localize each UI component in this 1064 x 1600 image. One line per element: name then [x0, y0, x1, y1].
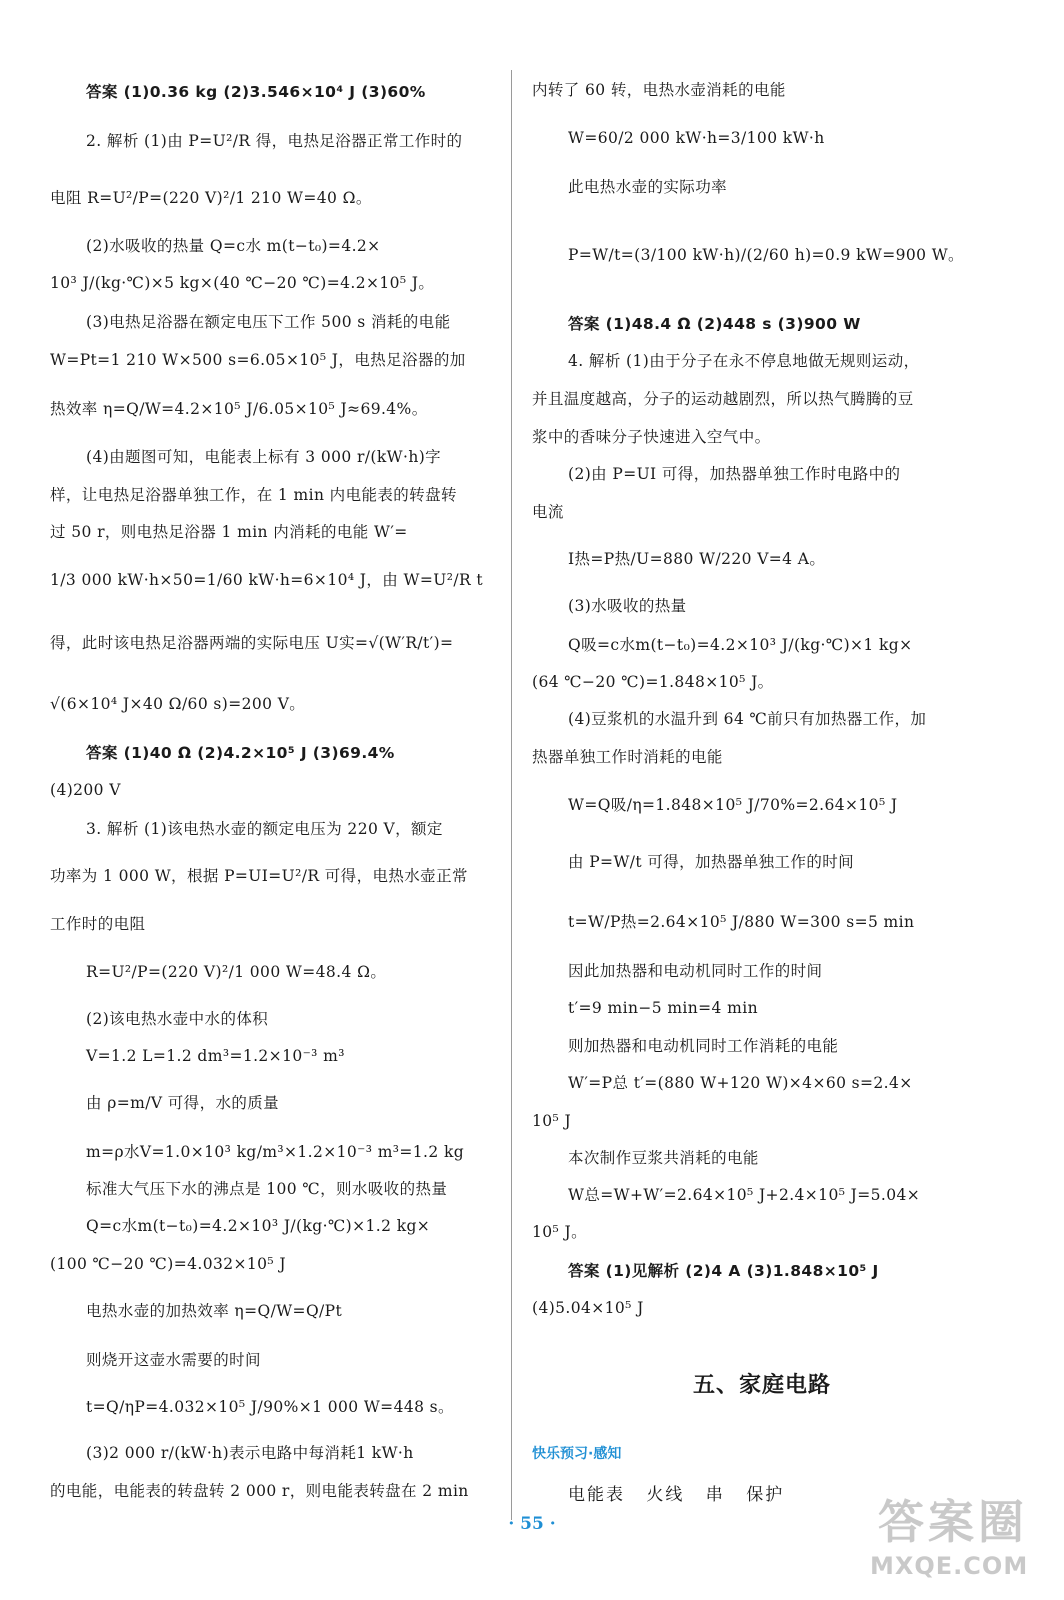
- watermark-logo: [860, 1480, 1050, 1590]
- text-line: 热器单独工作时消耗的电能: [532, 748, 723, 766]
- text-line: 因此加热器和电动机同时工作的时间: [568, 962, 823, 980]
- text-line: 浆中的香味分子快速进入空气中。: [532, 428, 771, 446]
- text-line: 得，此时该电热足浴器两端的实际电压 U实=√(W′R/t′)=: [50, 634, 454, 652]
- text-line: W=Q吸/η=1.848×10⁵ J/70%=2.64×10⁵ J: [568, 796, 898, 814]
- text-line: 工作时的电阻: [50, 915, 146, 933]
- text-line: 功率为 1 000 W，根据 P=UI=U²/R 可得，电热水壶正常: [50, 867, 468, 885]
- answer-line: 答案 (1)0.36 kg (2)3.546×10⁴ J (3)60%: [86, 83, 426, 101]
- answer-line: 答案 (1)见解析 (2)4 A (3)1.848×10⁵ J: [568, 1262, 879, 1280]
- text-line: 由 ρ=m/V 可得，水的质量: [86, 1094, 280, 1112]
- text-line: 热效率 η=Q/W=4.2×10⁵ J/6.05×10⁵ J≈69.4%。: [50, 400, 428, 418]
- text-line: P=W/t=(3/100 kW·h)/(2/60 h)=0.9 kW=900 W。: [568, 246, 964, 264]
- text-line: (2)水吸收的热量 Q=c水 m(t−t₀)=4.2×: [86, 237, 381, 255]
- text-line: (4)5.04×10⁵ J: [532, 1299, 644, 1317]
- text-line: 内转了 60 转，电热水壶消耗的电能: [532, 81, 786, 99]
- text-line: W=60/2 000 kW·h=3/100 kW·h: [568, 129, 825, 147]
- text-line: Q吸=c水m(t−t₀)=4.2×10³ J/(kg·℃)×1 kg×: [568, 636, 913, 654]
- text-line: (3)电热足浴器在额定电压下工作 500 s 消耗的电能: [86, 313, 451, 331]
- text-line: 4. 解析 (1)由于分子在永不停息地做无规则运动，: [568, 352, 920, 370]
- text-line: 样，让电热足浴器单独工作，在 1 min 内电能表的转盘转: [50, 486, 457, 504]
- text-line: 10⁵ J: [532, 1112, 572, 1130]
- text-line: 2. 解析 (1)由 P=U²/R 得，电热足浴器正常工作时的: [86, 132, 463, 150]
- text-line: 本次制作豆浆共消耗的电能: [568, 1149, 759, 1167]
- text-line: 由 P=W/t 可得，加热器单独工作的时间: [568, 853, 855, 871]
- text-line: 过 50 r，则电热足浴器 1 min 内消耗的电能 W′=: [50, 523, 408, 541]
- watermark-url: MXQE.COM: [870, 1552, 1029, 1580]
- text-line: 并且温度越高，分子的运动越剧烈，所以热气腾腾的豆: [532, 390, 914, 408]
- text-line: (4)200 V: [50, 781, 121, 799]
- text-line: (2)由 P=UI 可得，加热器单独工作时电路中的: [568, 465, 901, 483]
- answer-line: 答案 (1)48.4 Ω (2)448 s (3)900 W: [568, 315, 861, 333]
- text-line: W总=W+W′=2.64×10⁵ J+2.4×10⁵ J=5.04×: [568, 1186, 921, 1204]
- text-line: 电流: [532, 503, 564, 521]
- text-line: 标准大气压下水的沸点是 100 ℃，则水吸收的热量: [86, 1180, 448, 1198]
- text-line: 10³ J/(kg·℃)×5 kg×(40 ℃−20 ℃)=4.2×10⁵ J。: [50, 274, 435, 292]
- text-line: t=Q/ηP=4.032×10⁵ J/90%×1 000 W=448 s。: [86, 1398, 454, 1416]
- text-line: (4)豆浆机的水温升到 64 ℃前只有加热器工作，加: [568, 710, 927, 728]
- text-line: (3)水吸收的热量: [568, 597, 687, 615]
- text-line: 则加热器和电动机同时工作消耗的电能: [568, 1037, 839, 1055]
- text-line: 电热水壶的加热效率 η=Q/W=Q/Pt: [86, 1302, 343, 1320]
- preview-tag: 快乐预习·感知: [532, 1446, 622, 1462]
- text-line: 的电能，电能表的转盘转 2 000 r，则电能表转盘在 2 min: [50, 1482, 469, 1500]
- text-line: 此电热水壶的实际功率: [568, 178, 728, 196]
- text-line: V=1.2 L=1.2 dm³=1.2×10⁻³ m³: [86, 1047, 345, 1065]
- text-line: W′=P总 t′=(880 W+120 W)×4×60 s=2.4×: [568, 1074, 913, 1092]
- text-line: (100 ℃−20 ℃)=4.032×10⁵ J: [50, 1255, 286, 1273]
- answer-line: 答案 (1)40 Ω (2)4.2×10⁵ J (3)69.4%: [86, 744, 395, 762]
- text-line: (3)2 000 r/(kW·h)表示电路中每消耗1 kW·h: [86, 1444, 414, 1462]
- text-line: (4)由题图可知，电能表上标有 3 000 r/(kW·h)字: [86, 448, 442, 466]
- text-line: m=ρ水V=1.0×10³ kg/m³×1.2×10⁻³ m³=1.2 kg: [86, 1143, 465, 1161]
- text-line: 则烧开这壶水需要的时间: [86, 1351, 261, 1369]
- section-title: 五、家庭电路: [692, 1373, 831, 1398]
- text-line: 3. 解析 (1)该电热水壶的额定电压为 220 V，额定: [86, 820, 443, 838]
- text-line: 10⁵ J。: [532, 1223, 587, 1241]
- text-line: (2)该电热水壶中水的体积: [86, 1010, 269, 1028]
- text-line: t′=9 min−5 min=4 min: [568, 999, 758, 1017]
- watermark-text: 答案圈: [878, 1495, 1028, 1549]
- text-line: R=U²/P=(220 V)²/1 000 W=48.4 Ω。: [86, 963, 387, 981]
- text-line: √(6×10⁴ J×40 Ω/60 s)=200 V。: [50, 695, 306, 713]
- text-line: t=W/P热=2.64×10⁵ J/880 W=300 s=5 min: [568, 913, 915, 931]
- preview-answers: 电能表 火线 串 保护: [568, 1485, 785, 1505]
- text-line: W=Pt=1 210 W×500 s=6.05×10⁵ J，电热足浴器的加: [50, 351, 466, 369]
- text-line: 电阻 R=U²/P=(220 V)²/1 210 W=40 Ω。: [50, 189, 372, 207]
- text-line: I热=P热/U=880 W/220 V=4 A。: [568, 550, 826, 568]
- text-line: Q=c水m(t−t₀)=4.2×10³ J/(kg·℃)×1.2 kg×: [86, 1217, 431, 1235]
- column-divider: [511, 70, 512, 1520]
- page-number: · 55 ·: [508, 1514, 556, 1534]
- text-line: 1/3 000 kW·h×50=1/60 kW·h=6×10⁴ J，由 W=U²/R t: [50, 571, 483, 589]
- text-line: (64 ℃−20 ℃)=1.848×10⁵ J。: [532, 673, 774, 691]
